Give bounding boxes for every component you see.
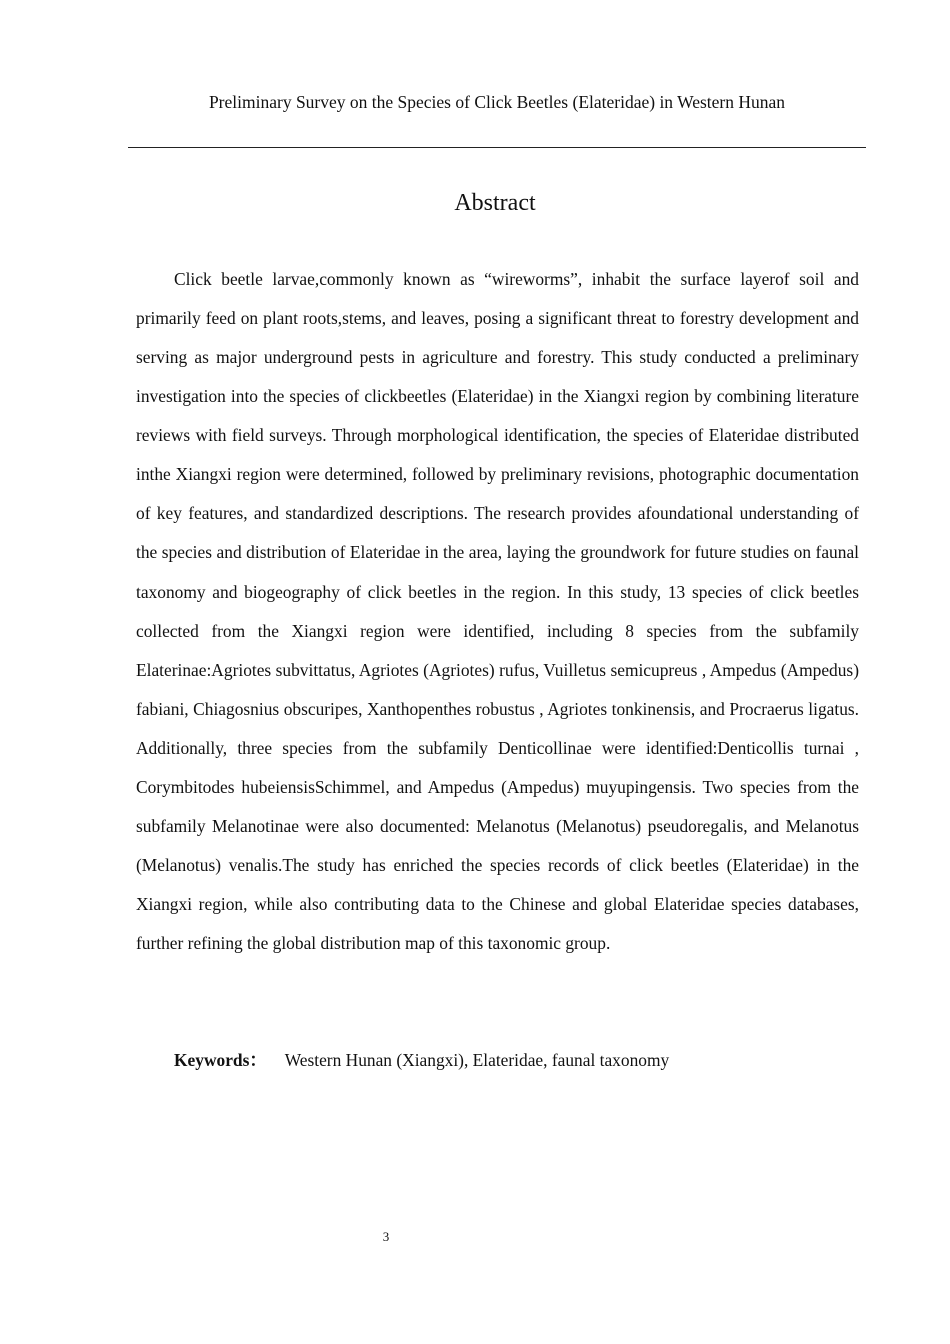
page-number: 3 bbox=[382, 1229, 390, 1244]
keywords-label: Keywords： bbox=[174, 1050, 267, 1070]
keywords-value: Western Hunan (Xiangxi), Elateridae, faunal taxonomy bbox=[284, 1050, 670, 1070]
keywords-line bbox=[174, 1041, 859, 1080]
header-divider bbox=[128, 147, 866, 148]
abstract-heading: Abstract bbox=[454, 190, 536, 216]
abstract-paragraph: Click beetle larvae,commonly known as “wireworms”, inhabit the surface layerof soil and primarily feed on plant roots,stems, and leaves, posing a significant threat to forestry development and serving as major underground pests in agriculture and forestry. This study conducted a preliminary investigation into the species of clickbeetles (Elateridae) in the Xiangxi region by combining literature reviews with field surveys. Through morphological identification, the species of Elateridae distributed inthe Xiangxi region were determined, followed by preliminary revisions, photographic documentation of key features, and standardized descriptions. The research provides afoundational understanding of the species and distribution of Elateridae in the area, laying the groundwork for future studies on faunal taxonomy and biogeography of click beetles in the region. In this study, 13 species of click beetles collected from the Xiangxi region were identified, including 8 species from the subfamily Elaterinae:Agriotes subvittatus, Agriotes (Agriotes) rufus, Vuilletus semicupreus , Ampedus (Ampedus) fabiani, Chiagosnius obscuripes, Xanthopenthes robustus , Agriotes tonkinensis, and Procraerus ligatus. Additionally, three species from the subfamily Denticollinae were identified:Denticollis turnai , Corymbitodes hubeiensisSchimmel, and Ampedus (Ampedus) muyupingensis. Two species from the subfamily Melanotinae were also documented: Melanotus (Melanotus) pseudoregalis, and Melanotus (Melanotus) venalis.The study has enriched the species records of click beetles (Elateridae) in the Xiangxi region, while also contributing data to the Chinese and global Elateridae species databases, further refining the global distribution map of this taxonomic group. bbox=[136, 269, 859, 954]
running-header-title: Preliminary Survey on the Species of Click Beetles (Elateridae) in Western Hunan bbox=[208, 92, 786, 112]
